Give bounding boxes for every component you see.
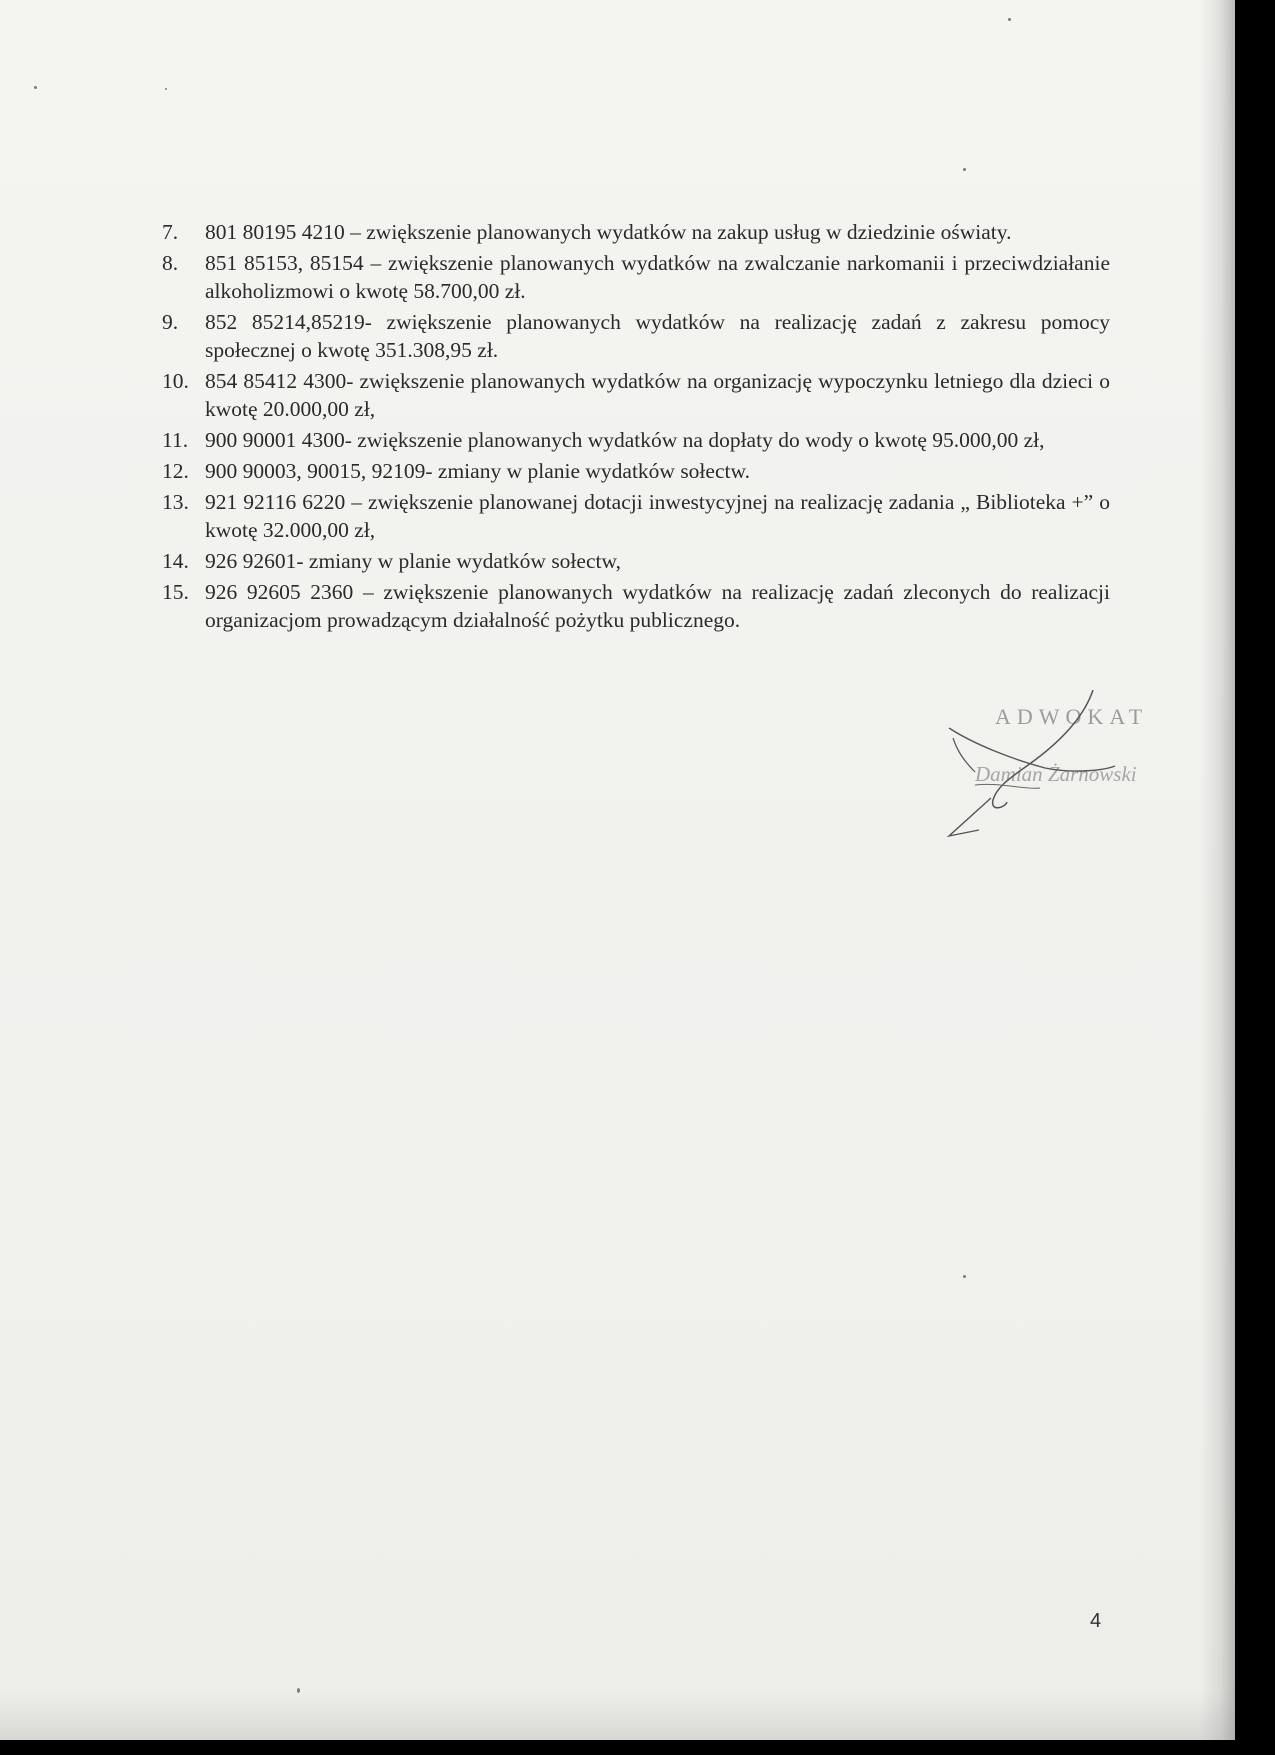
scan-speck xyxy=(1008,18,1011,21)
scan-speck xyxy=(963,168,966,171)
scan-speck xyxy=(34,86,37,89)
item-text: 921 92116 6220 – zwiększenie planowanej dotacji inwestycyjnej na realizację zadania „ Biblioteka +” o kwotę 32.000,00 zł, xyxy=(205,490,1110,542)
item-number: 13. xyxy=(162,490,189,514)
item-number: 7. xyxy=(162,220,179,244)
scan-speck xyxy=(165,88,167,90)
list-item xyxy=(160,426,1110,454)
list-item xyxy=(160,457,1110,485)
item-text: 900 90001 4300- zwiększenie planowanych wydatków na dopłaty do wody o kwotę 95.000,00 zł, xyxy=(205,428,1045,452)
scan-edge-shadow xyxy=(1200,0,1235,1740)
list-item xyxy=(160,547,1110,575)
item-number: 14. xyxy=(162,549,189,573)
scan-speck xyxy=(297,1688,300,1693)
expense-changes-list xyxy=(160,218,1110,637)
item-text: 926 92601- zmiany w planie wydatków sołectw, xyxy=(205,549,621,573)
advocate-stamp-signature xyxy=(945,690,1205,850)
item-text: 852 85214,85219- zwiększenie planowanych wydatków na realizację zadań z zakresu pomocy społecznej o kwotę 351.308,95 zł. xyxy=(205,310,1110,362)
list-item xyxy=(160,488,1110,544)
stamp-name: Damian Żarnowski xyxy=(975,762,1137,786)
item-text: 851 85153, 85154 – zwiększenie planowanych wydatków na zwalczanie narkomanii i przeciwdziałanie alkoholizmowi o kwotę 58.700,00 zł. xyxy=(205,251,1110,303)
list-item xyxy=(160,308,1110,364)
item-number: 12. xyxy=(162,459,189,483)
stamp-title: ADWOKAT xyxy=(995,704,1149,729)
item-number: 8. xyxy=(162,251,179,275)
handwritten-signature xyxy=(945,690,1205,850)
item-text: 900 90003, 90015, 92109- zmiany w planie wydatków sołectw. xyxy=(205,459,750,483)
item-text: 926 92605 2360 – zwiększenie planowanych wydatków na realizację zadań zleconych do realizacji organizacjom prowadzącym działalność pożytku publicznego. xyxy=(205,580,1110,632)
scan-speck xyxy=(963,1275,966,1278)
item-number: 10. xyxy=(162,369,189,393)
list-item xyxy=(160,367,1110,423)
item-number: 9. xyxy=(162,310,179,334)
item-text: 854 85412 4300- zwiększenie planowanych wydatków na organizację wypoczynku letniego dla dzieci o kwotę 20.000,00 zł, xyxy=(205,369,1110,421)
scan-bottom-shadow xyxy=(0,1690,1235,1740)
list-item xyxy=(160,578,1110,634)
list-item xyxy=(160,218,1110,246)
list-item xyxy=(160,249,1110,305)
item-number: 11. xyxy=(162,428,189,452)
item-number: 15. xyxy=(162,580,189,604)
page-number: 4 xyxy=(1090,1610,1102,1632)
item-text: 801 80195 4210 – zwiększenie planowanych wydatków na zakup usług w dziedzinie oświaty. xyxy=(205,220,1012,244)
